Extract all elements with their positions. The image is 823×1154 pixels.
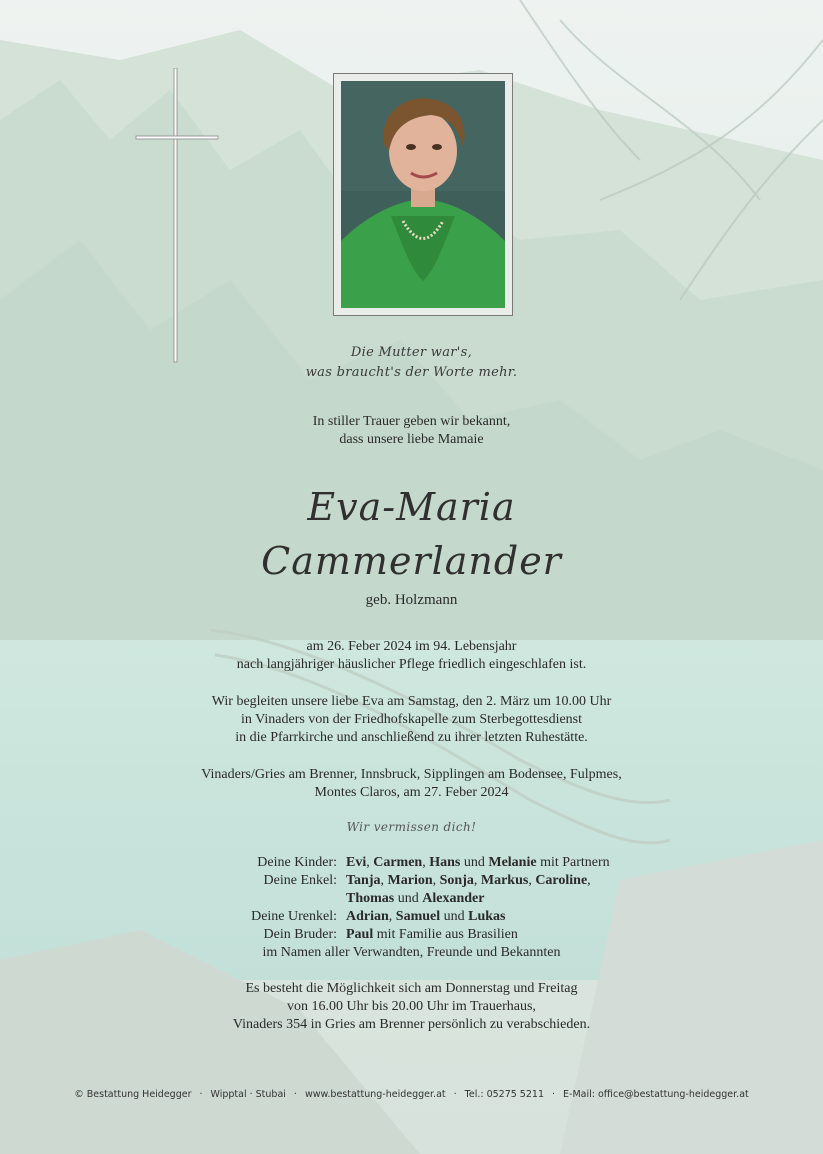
family-suffix: mit Familie aus Brasilien — [376, 927, 518, 942]
grandchild-name: Marion — [387, 873, 433, 888]
footer-separator: · — [293, 1089, 297, 1100]
relatives-line: im Namen aller Verwandten, Freunde und Bekannten — [262, 945, 561, 960]
death-line: am 26. Feber 2024 im 94. Lebensjahr — [306, 639, 517, 654]
death-notice — [0, 638, 823, 674]
great-grandchild-name: Adrian — [346, 909, 389, 924]
places-date — [0, 766, 823, 802]
visit-line: Es besteht die Möglichkeit sich am Donnerstag und Freitag — [245, 981, 578, 996]
grandchild-name: Thomas — [346, 891, 395, 906]
funeral-details — [0, 693, 823, 747]
family-label: Deine Kinder: — [257, 855, 337, 870]
maiden-name: geb. Holzmann — [365, 592, 458, 608]
intro-line: In stiller Trauer geben wir bekannt, — [312, 414, 511, 429]
places-line: Montes Claros, am 27. Feber 2024 — [314, 785, 509, 800]
visit-line: von 16.00 Uhr bis 20.00 Uhr im Trauerhaus, — [287, 999, 536, 1014]
places-line: Vinaders/Gries am Brenner, Innsbruck, Sipplingen am Bodensee, Fulpmes, — [201, 767, 622, 782]
conjunction: und — [463, 855, 485, 870]
brother-name: Paul — [346, 927, 374, 942]
footer-region: Wipptal · Stubai — [210, 1089, 286, 1100]
grandchild-name: Tanja — [346, 873, 381, 888]
child-name: Hans — [429, 855, 461, 870]
family-row-grandchildren: Deine Enkel: Tanja, Marion, Sonja, Markus, Caroline, Thomas und Alexander — [0, 872, 823, 908]
child-name: Evi — [346, 855, 367, 870]
family-row-children: Deine Kinder: Evi, Carmen, Hans und Melanie mit Partnern — [0, 854, 823, 872]
footer-separator: · — [199, 1089, 203, 1100]
footer-website-link[interactable]: www.bestattung-heidegger.at — [304, 1089, 446, 1100]
child-name: Melanie — [488, 855, 537, 870]
family-row-brother — [0, 926, 823, 944]
deceased-first-name: Eva-Maria — [307, 485, 516, 529]
announcement-intro — [0, 413, 823, 449]
quote-line: was braucht's der Worte mehr. — [305, 365, 518, 380]
portrait-frame — [333, 73, 513, 316]
footer-separator: · — [453, 1089, 457, 1100]
grandchild-name: Alexander — [422, 891, 485, 906]
family-row-great-grandchildren: Deine Urenkel: Adrian, Samuel und Lukas — [0, 908, 823, 926]
memorial-quote — [0, 343, 823, 383]
visit-line: Vinaders 354 in Gries am Brenner persönlich zu verabschieden. — [232, 1017, 591, 1032]
funeral-line: in die Pfarrkirche und anschließend zu ihrer letzten Ruhestätte. — [235, 730, 588, 745]
conjunction: und — [443, 909, 465, 924]
grandchild-name: Caroline — [535, 873, 588, 888]
quote-line: Die Mutter war's, — [350, 345, 473, 360]
great-grandchild-name: Lukas — [468, 909, 506, 924]
family-label: Dein Bruder: — [263, 927, 337, 942]
death-line: nach langjähriger häuslicher Pflege friedlich eingeschlafen ist. — [236, 657, 587, 672]
family-suffix: mit Partnern — [540, 855, 610, 870]
grandchild-name: Sonja — [439, 873, 474, 888]
great-grandchild-name: Samuel — [395, 909, 441, 924]
miss-you-line: Wir vermissen dich! — [346, 820, 477, 834]
conjunction: und — [397, 891, 419, 906]
child-name: Carmen — [373, 855, 423, 870]
portrait-photo — [341, 81, 505, 308]
deceased-last-name: Cammerlander — [261, 539, 562, 583]
cross-icon — [135, 68, 221, 364]
grandchild-name: Markus — [480, 873, 529, 888]
footer-email-link[interactable]: E-Mail: office@bestattung-heidegger.at — [563, 1089, 749, 1100]
intro-line: dass unsere liebe Mamaie — [339, 432, 484, 447]
family-list — [0, 854, 823, 944]
funeral-line: in Vinaders von der Friedhofskapelle zum Sterbegottesdienst — [240, 712, 583, 727]
footer-company: © Bestattung Heidegger — [74, 1089, 192, 1100]
footer — [0, 1089, 823, 1100]
visitation-info — [0, 980, 823, 1034]
family-label: Deine Urenkel: — [251, 909, 337, 924]
funeral-line: Wir begleiten unsere liebe Eva am Samstag, den 2. März um 10.00 Uhr — [211, 694, 612, 709]
footer-phone: Tel.: 05275 5211 — [464, 1089, 544, 1100]
family-label: Deine Enkel: — [263, 873, 337, 888]
footer-separator: · — [552, 1089, 556, 1100]
